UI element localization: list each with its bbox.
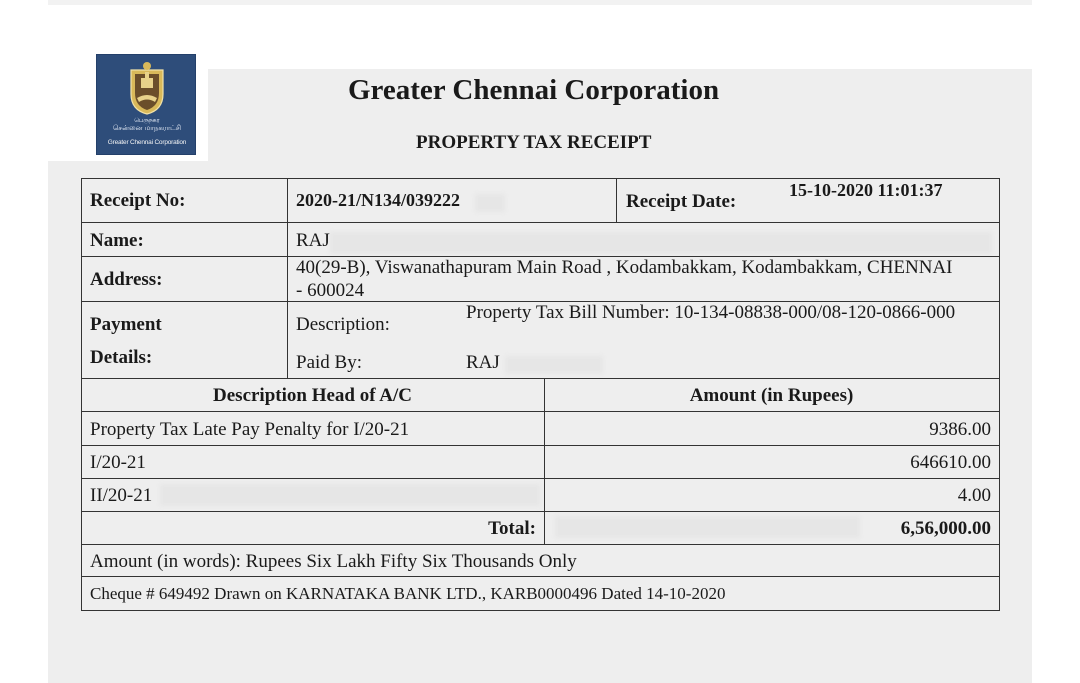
row-divider [81, 445, 1000, 446]
paid-by-label: Paid By: [296, 352, 362, 373]
column-divider [287, 178, 288, 378]
table-row-description: I/20-21 [90, 452, 146, 473]
name-value: RAJ [296, 230, 330, 251]
emblem-icon [127, 60, 167, 116]
table-row-amount: 4.00 [957, 485, 991, 506]
logo-tamil-line2: சென்னை மாநகராட்சி [112, 124, 182, 132]
row-divider [81, 378, 1000, 379]
column-divider [616, 178, 617, 222]
paid-by-value: RAJ [466, 352, 500, 373]
payment-details-label-2: Details: [90, 347, 153, 368]
corporation-logo [96, 54, 196, 155]
receipt-no-label: Receipt No: [90, 190, 186, 211]
receipt-date-label: Receipt Date: [626, 191, 737, 212]
description-label: Description: [296, 314, 390, 335]
description-value: Property Tax Bill Number: 10-134-08838-000/08-120-0866-000 [466, 302, 956, 323]
cheque-details: Cheque # 649492 Drawn on KARNATAKA BANK LTD., KARB0000496 Dated 14-10-2020 [90, 584, 726, 603]
row-divider [81, 478, 1000, 479]
table-row-description: Property Tax Late Pay Penalty for I/20-21 [90, 419, 410, 440]
address-label: Address: [90, 269, 163, 290]
receipt-date-value: 15-10-2020 11:01:37 [789, 180, 943, 200]
column-header-description: Description Head of A/C [213, 385, 412, 406]
row-divider [81, 511, 1000, 512]
row-divider [81, 411, 1000, 412]
logo-english-text: Greater Chennai Corporation [107, 139, 187, 146]
row-divider [81, 222, 1000, 223]
name-label: Name: [90, 230, 144, 251]
total-amount: 6,56,000.00 [900, 518, 991, 539]
row-divider [81, 544, 1000, 545]
address-line1: 40(29-B), Viswanathapuram Main Road , Kodambakkam, Kodambakkam, CHENNAI [296, 257, 953, 278]
table-border-right [999, 178, 1000, 610]
receipt-no-value: 2020-21/N134/039222 [296, 190, 460, 210]
table-row-amount: 646610.00 [910, 452, 991, 473]
amount-in-words: Amount (in words): Rupees Six Lakh Fifty Six Thousands Only [90, 551, 577, 572]
table-border-bottom [81, 610, 1000, 611]
address-line2: - 600024 [296, 280, 365, 301]
table-border-top [81, 178, 1000, 179]
table-row-description: II/20-21 [90, 485, 153, 506]
table-row-amount: 9386.00 [929, 419, 991, 440]
organization-name: Greater Chennai Corporation [348, 74, 720, 106]
payment-details-label: Payment [90, 314, 162, 335]
document-title: PROPERTY TAX RECEIPT [416, 132, 652, 153]
redaction-row-3 [160, 484, 540, 506]
redaction-name [330, 232, 992, 254]
photo-border-right [1032, 0, 1080, 683]
logo-tamil-line1: பெருநகர [134, 117, 160, 124]
column-header-amount: Amount (in Rupees) [689, 385, 854, 406]
total-label: Total: [488, 518, 536, 539]
redaction-receipt-no [475, 194, 505, 212]
redaction-paid-by [505, 356, 603, 374]
row-divider [81, 576, 1000, 577]
photo-border-left [0, 0, 48, 683]
